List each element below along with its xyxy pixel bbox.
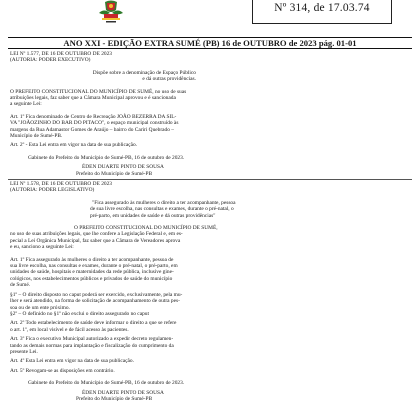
preamble-line: atribuições legais, faz saber que a Câmara Municipal aprovou e é sancionada [10,95,176,102]
ementa-line: de sua livre escolha, nas consultas e exames, durante o pré-natal, o [90,206,234,213]
article-line: Art. 2º - Esta Lei entra em vigor na data de sua publicação. [10,142,138,149]
article-line: margens da Rua Adamastor Gomes de Araújo – bairro do Cariri Quebrado – [10,126,174,133]
ementa-line: "Fica assegurado às mulheres o direito a ter acompanhante, pessoa [92,199,236,206]
law-author: (AUTORIA: PODER LEGISLATIVO) [10,187,95,194]
preamble-line: a seguinte Lei: [10,101,42,108]
article-line: Município de Sumé-PB. [10,133,63,140]
article-line: Art. 1º Fica assegurado às mulheres o direito a ter acompanhante, pessoa de [10,256,174,263]
coat-of-arms-icon [96,0,126,24]
signer-title: Prefeito do Município de Sumé-PB [76,395,153,402]
article-line: o art. 1º, em local visível e de fácil acesso às pacientes. [10,326,129,333]
article-line: de Sumé. [10,282,31,289]
closing-line: Gabinete do Prefeito do Município de Sumé-PB, 16 de outubro de 2023. [28,380,185,387]
closing-line: Gabinete do Prefeito do Município de Sumé-PB, 16 de outubro de 2023. [28,154,185,161]
section-divider [8,179,412,180]
signer-name: ÉDEN DUARTE PINTO DE SOUSA [82,389,164,396]
paragraph-line: §1º – O direito disposto no caput poderá ser exercido, exclusivamente, pela mu- [10,291,183,298]
article-line: unidades de saúde, hospitais e maternidades da rede pública, inclusive gine- [10,269,174,276]
article-line: Art. 4º Esta Lei entra em vigor na data de sua publicação. [10,358,134,365]
paragraph-line: §2º – O definido no §1º não exclui o direito assegurado no caput [10,310,149,317]
law-number: LEI Nº 1.578, DE 16 DE OUTUBRO DE 2023 [10,181,112,187]
law-author: (AUTORIA: PODER EXECUTIVO) [10,57,91,64]
article-line: Art. 2º Todo estabelecimento de saúde deve informar o direito a que se refere [10,320,177,327]
signer-name: ÉDEN DUARTE PINTO DE SOUSA [82,164,164,171]
law-number: LEI Nº 1.577, DE 16 DE OUTUBRO DE 2023 [10,51,112,57]
law-1578 [10,181,410,402]
paragraph-line: soa ou de um ente próximo. [10,304,70,311]
article-line: presente Lei. [10,348,38,355]
ementa-line: Dispõe sobre a denominação de Espaço Público [92,69,196,76]
preamble-line: e eu, sanciono a seguinte Lei: [10,244,74,251]
article-line: VA "JOÃOZINHO DO BAR DO PITACO", o espaço municipal construído às [10,120,179,127]
preamble-line: no uso de suas atribuições legais, que lhe confere a Legislação Federal e, em es- [10,231,183,238]
article-line: Art. 3º Fica o executivo Municipal autorizado a expedir decreto regulamen- [10,336,174,343]
preamble-line: O PREFEITO CONSTITUCIONAL DO MUNICÍPIO DE SUMÉ, [74,225,218,232]
article-line: Art. 1º Fica denominado de Centro de Recreação JOÃO BEZERRA DA SIL- [10,113,177,120]
signer-title: Prefeito do Município de Sumé-PB [76,170,153,177]
masthead [0,0,420,32]
preamble-line: O PREFEITO CONSTITUCIONAL DO MUNICÍPIO DE SUMÉ, no uso de suas [10,88,187,95]
article-line: cológicos, nos estabelecimentos públicos e privados de saúde do município [10,275,173,282]
issue-reference: Nº 314, de 17.03.74 [274,2,370,14]
law-1577 [10,51,410,177]
issue-reference-box [252,0,392,24]
article-line: Art. 5º Revogam-se as disposições em contrário. [10,367,115,374]
paragraph-line: lher e será atendido, na forma de solicitação de acompanhamento de outra pes- [10,298,180,305]
preamble-line: pecial a Lei Orgânica Municipal, faz saber que a Câmara de Vereadores aprova [10,237,181,244]
article-line: tando as demais normas para implantação e fiscalização do cumprimento da [10,342,174,349]
edition-bar: ANO XXI - EDIÇÃO EXTRA SUMÉ (PB) 16 de OUTUBRO de 2023 pág. 01-01 [8,37,412,49]
ementa-line: e dá outras providências. [142,76,196,83]
article-line: sua livre escolha, nas consultas e exames, durante o pré-natal, o pré-parto, em [10,263,178,270]
ementa-line: pré-parto, em unidades de saúde e dá outras providências" [90,212,216,219]
